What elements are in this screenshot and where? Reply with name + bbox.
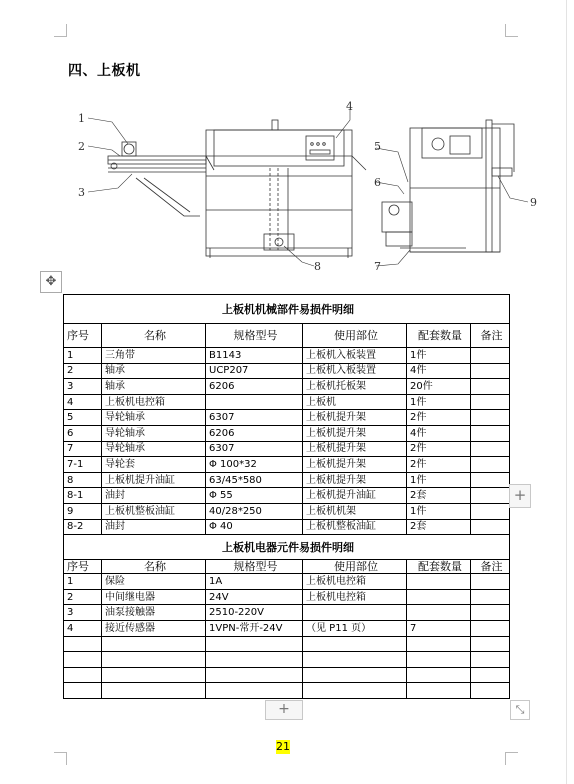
table-cell[interactable]: 中间继电器 bbox=[102, 589, 206, 605]
callout-9: 9 bbox=[530, 196, 537, 209]
table-cell[interactable] bbox=[471, 667, 510, 683]
add-column-icon[interactable]: + bbox=[509, 484, 531, 508]
table-row bbox=[64, 574, 510, 590]
table-cell[interactable]: 3 bbox=[64, 605, 102, 621]
table-cell[interactable]: 1A bbox=[206, 574, 303, 590]
table-cell[interactable]: 上板机提升架 bbox=[303, 472, 407, 488]
table-cell[interactable] bbox=[471, 620, 510, 636]
table-row bbox=[64, 620, 510, 636]
table-cell[interactable] bbox=[64, 683, 102, 699]
column-header: 备注 bbox=[471, 324, 510, 348]
table-cell[interactable] bbox=[407, 667, 471, 683]
column-header: 配套数量 bbox=[407, 324, 471, 348]
callout-7: 7 bbox=[374, 260, 381, 273]
section-heading: 四、上板机 bbox=[68, 63, 141, 79]
table-cell[interactable]: 20件 bbox=[407, 379, 471, 395]
column-header: 使用部位 bbox=[303, 560, 407, 574]
table-cell[interactable]: 上板机提升油缸 bbox=[102, 472, 206, 488]
table-cell[interactable]: 4件 bbox=[407, 425, 471, 441]
table-cell[interactable]: 油封 bbox=[102, 519, 206, 535]
table-row bbox=[64, 503, 510, 519]
table-cell[interactable] bbox=[471, 394, 510, 410]
table-row bbox=[64, 457, 510, 473]
table-cell[interactable] bbox=[471, 652, 510, 668]
table-cell[interactable]: 7 bbox=[407, 620, 471, 636]
table-cell[interactable]: 接近传感器 bbox=[102, 620, 206, 636]
table-cell[interactable]: 2件 bbox=[407, 441, 471, 457]
table-cell[interactable]: 2件 bbox=[407, 410, 471, 426]
table-cell[interactable]: 2套 bbox=[407, 488, 471, 504]
table-row bbox=[64, 441, 510, 457]
table-cell[interactable]: 导轮轴承 bbox=[102, 425, 206, 441]
callout-4: 4 bbox=[346, 100, 353, 113]
table-cell[interactable]: 上板机提升架 bbox=[303, 425, 407, 441]
table-cell[interactable]: 轴承 bbox=[102, 363, 206, 379]
column-header: 配套数量 bbox=[407, 560, 471, 574]
table-cell[interactable]: 4 bbox=[64, 620, 102, 636]
column-header: 规格型号 bbox=[206, 560, 303, 574]
table-cell[interactable]: （见 P11 页） bbox=[303, 620, 407, 636]
table-row bbox=[64, 488, 510, 504]
table-cell[interactable]: 4件 bbox=[407, 363, 471, 379]
table-cell[interactable] bbox=[407, 589, 471, 605]
corner-mark bbox=[54, 752, 67, 765]
table-cell[interactable]: 上板机入板装置 bbox=[303, 363, 407, 379]
column-header: 使用部位 bbox=[303, 324, 407, 348]
table-cell[interactable]: Φ 55 bbox=[206, 488, 303, 504]
table-cell[interactable]: UCP207 bbox=[206, 363, 303, 379]
table-title: 上板机电器元件易损件明细 bbox=[64, 535, 510, 560]
table-cell[interactable]: 轴承 bbox=[102, 379, 206, 395]
table-cell[interactable] bbox=[471, 574, 510, 590]
table-cell[interactable] bbox=[206, 683, 303, 699]
table-cell[interactable]: 40/28*250 bbox=[206, 503, 303, 519]
table-cell[interactable]: 油封 bbox=[102, 488, 206, 504]
table-cell[interactable]: 1件 bbox=[407, 503, 471, 519]
table-cell[interactable]: 1件 bbox=[407, 394, 471, 410]
table-row bbox=[64, 589, 510, 605]
table-cell[interactable]: 导轮轴承 bbox=[102, 441, 206, 457]
callout-8: 8 bbox=[314, 260, 321, 273]
table-row bbox=[64, 652, 510, 668]
table-row bbox=[64, 605, 510, 621]
table-cell[interactable] bbox=[471, 425, 510, 441]
table-title: 上板机机械部件易损件明细 bbox=[64, 295, 510, 324]
table-cell[interactable]: 2 bbox=[64, 363, 102, 379]
table-row bbox=[64, 379, 510, 395]
table-row bbox=[64, 410, 510, 426]
table-header-row bbox=[64, 560, 510, 574]
table-cell[interactable] bbox=[471, 503, 510, 519]
corner-mark bbox=[505, 24, 518, 37]
table-cell[interactable] bbox=[407, 574, 471, 590]
table-cell[interactable] bbox=[471, 348, 510, 364]
table-row bbox=[64, 348, 510, 364]
column-header: 备注 bbox=[471, 560, 510, 574]
table-cell[interactable] bbox=[206, 636, 303, 652]
table-cell[interactable] bbox=[471, 636, 510, 652]
table-cell[interactable]: 1 bbox=[64, 348, 102, 364]
table-cell[interactable]: 5 bbox=[64, 410, 102, 426]
add-row-icon[interactable]: + bbox=[265, 700, 303, 720]
callout-2: 2 bbox=[78, 140, 85, 153]
move-icon[interactable]: ✥ bbox=[40, 271, 62, 293]
table-cell[interactable] bbox=[102, 683, 206, 699]
column-header: 序号 bbox=[64, 560, 102, 574]
table-cell[interactable] bbox=[407, 605, 471, 621]
table-cell[interactable]: 6 bbox=[64, 425, 102, 441]
table-cell[interactable]: 2 bbox=[64, 589, 102, 605]
table-cell[interactable]: 上板机提升架 bbox=[303, 441, 407, 457]
table-cell[interactable] bbox=[471, 410, 510, 426]
table-cell[interactable] bbox=[407, 683, 471, 699]
table-cell[interactable]: 上板机提升架 bbox=[303, 457, 407, 473]
table-cell[interactable]: 导轮套 bbox=[102, 457, 206, 473]
table-row bbox=[64, 519, 510, 535]
table-cell[interactable]: 油泵接触器 bbox=[102, 605, 206, 621]
table-cell[interactable] bbox=[471, 379, 510, 395]
spare-parts-table bbox=[63, 294, 510, 699]
table-row bbox=[64, 425, 510, 441]
page-number: 21 bbox=[276, 740, 290, 753]
table-cell[interactable] bbox=[303, 605, 407, 621]
table-cell[interactable]: 9 bbox=[64, 503, 102, 519]
column-header: 名称 bbox=[102, 324, 206, 348]
table-cell[interactable] bbox=[206, 652, 303, 668]
table-cell[interactable]: 三角带 bbox=[102, 348, 206, 364]
table-row bbox=[64, 472, 510, 488]
table-cell[interactable]: 上板机电控箱 bbox=[102, 394, 206, 410]
column-header: 名称 bbox=[102, 560, 206, 574]
table-cell[interactable]: 1 bbox=[64, 574, 102, 590]
table-title-row bbox=[64, 535, 510, 560]
table-cell[interactable] bbox=[303, 667, 407, 683]
machine-drawing bbox=[66, 98, 550, 280]
table-cell[interactable]: 上板机提升油缸 bbox=[303, 488, 407, 504]
callout-1: 1 bbox=[78, 112, 85, 125]
table-cell[interactable]: 7-1 bbox=[64, 457, 102, 473]
table-row bbox=[64, 683, 510, 699]
column-header: 规格型号 bbox=[206, 324, 303, 348]
table-cell[interactable]: 1VPN-常开-24V bbox=[206, 620, 303, 636]
table-cell[interactable]: 上板机电控箱 bbox=[303, 589, 407, 605]
table-cell[interactable]: 2件 bbox=[407, 457, 471, 473]
table-cell[interactable]: 上板机机架 bbox=[303, 503, 407, 519]
table-row bbox=[64, 394, 510, 410]
table-cell[interactable]: 2510-220V bbox=[206, 605, 303, 621]
table-cell[interactable] bbox=[64, 652, 102, 668]
table-cell[interactable] bbox=[102, 636, 206, 652]
table-cell[interactable]: 8-2 bbox=[64, 519, 102, 535]
resize-icon[interactable]: ⤡ bbox=[510, 700, 530, 720]
table-cell[interactable]: B1143 bbox=[206, 348, 303, 364]
table-cell[interactable] bbox=[471, 363, 510, 379]
table-cell[interactable]: 8-1 bbox=[64, 488, 102, 504]
table-cell[interactable]: 1件 bbox=[407, 472, 471, 488]
callout-3: 3 bbox=[78, 186, 85, 199]
table-cell[interactable] bbox=[471, 441, 510, 457]
table-cell[interactable]: 6206 bbox=[206, 425, 303, 441]
table-cell[interactable] bbox=[407, 652, 471, 668]
table-row bbox=[64, 636, 510, 652]
table-cell[interactable]: 8 bbox=[64, 472, 102, 488]
table-cell[interactable]: 63/45*580 bbox=[206, 472, 303, 488]
column-header: 序号 bbox=[64, 324, 102, 348]
table-cell[interactable] bbox=[64, 667, 102, 683]
table-cell[interactable]: 6206 bbox=[206, 379, 303, 395]
table-header-row bbox=[64, 324, 510, 348]
table-cell[interactable] bbox=[64, 636, 102, 652]
table-cell[interactable] bbox=[471, 589, 510, 605]
corner-mark bbox=[54, 24, 67, 37]
table-cell[interactable] bbox=[206, 667, 303, 683]
callout-6: 6 bbox=[374, 176, 381, 189]
table-cell[interactable] bbox=[303, 652, 407, 668]
table-cell[interactable] bbox=[102, 667, 206, 683]
table-cell[interactable]: 上板机电控箱 bbox=[303, 574, 407, 590]
table-cell[interactable]: 6307 bbox=[206, 410, 303, 426]
table-cell[interactable] bbox=[102, 652, 206, 668]
page-edge bbox=[566, 0, 567, 784]
table-cell[interactable] bbox=[303, 683, 407, 699]
table-cell[interactable] bbox=[471, 457, 510, 473]
table-cell[interactable]: Φ 40 bbox=[206, 519, 303, 535]
table-cell[interactable]: 上板机 bbox=[303, 394, 407, 410]
table-cell[interactable]: 4 bbox=[64, 394, 102, 410]
table-cell[interactable]: 上板机入板装置 bbox=[303, 348, 407, 364]
table-cell[interactable] bbox=[303, 636, 407, 652]
table-cell[interactable]: 上板机托板架 bbox=[303, 379, 407, 395]
table-cell[interactable]: 导轮轴承 bbox=[102, 410, 206, 426]
table-cell[interactable]: 上板机整板油缸 bbox=[303, 519, 407, 535]
table-cell[interactable] bbox=[471, 519, 510, 535]
corner-mark bbox=[505, 752, 518, 765]
table-cell[interactable]: 1件 bbox=[407, 348, 471, 364]
table-cell[interactable] bbox=[471, 472, 510, 488]
table-cell[interactable]: Φ 100*32 bbox=[206, 457, 303, 473]
table-cell[interactable]: 2套 bbox=[407, 519, 471, 535]
table-cell[interactable]: 6307 bbox=[206, 441, 303, 457]
table-cell[interactable]: 保险 bbox=[102, 574, 206, 590]
table-cell[interactable]: 上板机整板油缸 bbox=[102, 503, 206, 519]
table-cell[interactable] bbox=[471, 488, 510, 504]
table-cell[interactable]: 上板机提升架 bbox=[303, 410, 407, 426]
table-row bbox=[64, 667, 510, 683]
table-cell[interactable]: 24V bbox=[206, 589, 303, 605]
table-cell[interactable] bbox=[471, 683, 510, 699]
table-cell[interactable] bbox=[407, 636, 471, 652]
table-row bbox=[64, 363, 510, 379]
table-cell[interactable] bbox=[471, 605, 510, 621]
table-cell[interactable]: 3 bbox=[64, 379, 102, 395]
callout-5: 5 bbox=[374, 140, 381, 153]
table-cell[interactable] bbox=[206, 394, 303, 410]
table-cell[interactable]: 7 bbox=[64, 441, 102, 457]
table-title-row bbox=[64, 295, 510, 324]
